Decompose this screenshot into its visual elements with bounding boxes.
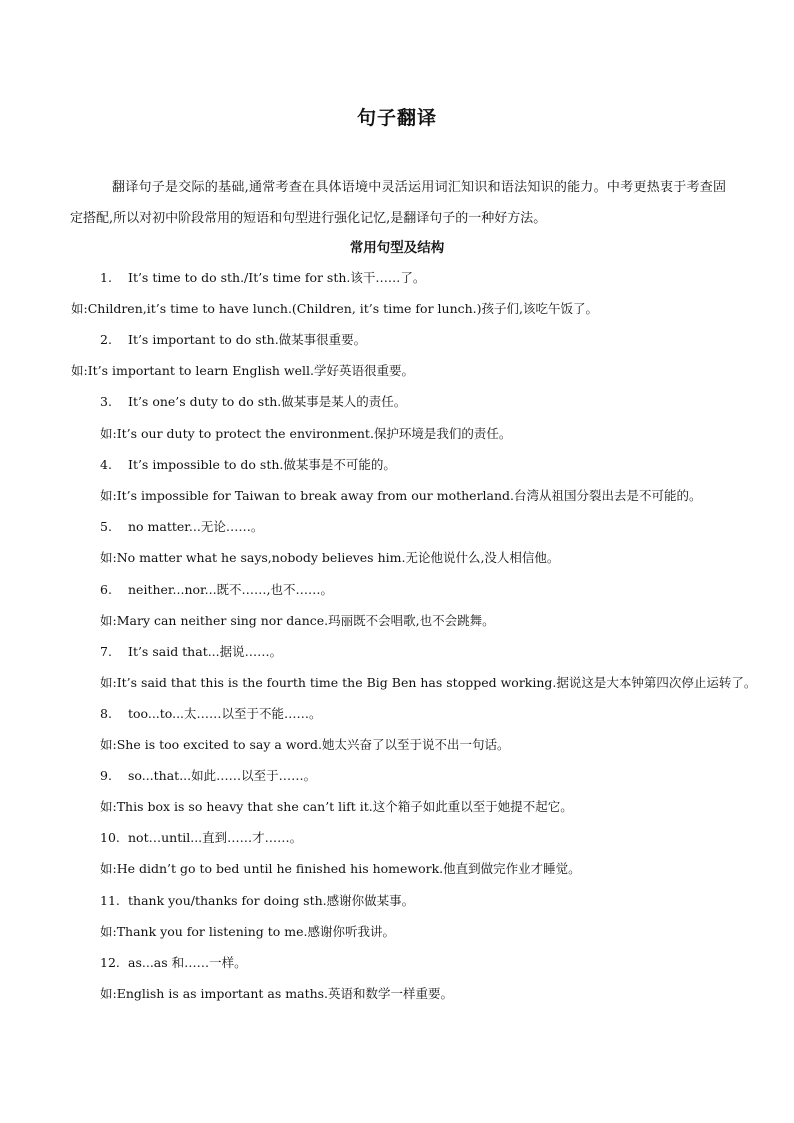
pattern-item-1 bbox=[100, 270, 425, 286]
item-pattern: It’s one’s duty to do sth.做某事是某人的责任。 bbox=[128, 394, 407, 409]
item-number: 1. bbox=[100, 270, 112, 285]
pattern-item-9 bbox=[100, 768, 316, 784]
example-4: 如:It’s impossible for Taiwan to break away from our motherland.台湾从祖国分裂出去是不可能的。 bbox=[100, 488, 702, 503]
item-number: 12. bbox=[100, 955, 120, 970]
item-number: 5. bbox=[100, 519, 112, 534]
example-1: 如:Children,it’s time to have lunch.(Children, it’s time for lunch.)孩子们,该吃午饭了。 bbox=[71, 301, 598, 316]
example-7: 如:It’s said that this is the fourth time the Big Ben has stopped working.据说这是大本钟第四次停止运转了。 bbox=[100, 675, 757, 690]
item-pattern: too...to...太……以至于不能……。 bbox=[128, 706, 322, 721]
item-number: 10. bbox=[100, 830, 120, 845]
example-5: 如:No matter what he says,nobody believes him.无论他说什么,没人相信他。 bbox=[100, 550, 560, 565]
pattern-item-8 bbox=[100, 706, 322, 722]
pattern-item-7 bbox=[100, 644, 282, 660]
example-8: 如:She is too excited to say a word.她太兴奋了以至于说不出一句话。 bbox=[100, 737, 510, 752]
item-pattern: It’s impossible to do sth.做某事是不可能的。 bbox=[128, 457, 396, 472]
item-number: 6. bbox=[100, 582, 112, 597]
pattern-item-3 bbox=[100, 394, 406, 410]
example-6: 如:Mary can neither sing nor dance.玛丽既不会唱歌,也不会跳舞。 bbox=[100, 613, 495, 628]
example-3: 如:It’s our duty to protect the environment.保护环境是我们的责任。 bbox=[100, 426, 512, 441]
item-pattern: thank you/thanks for doing sth.感谢你做某事。 bbox=[128, 893, 415, 908]
item-number: 11. bbox=[100, 893, 120, 908]
item-pattern: neither...nor...既不……,也不……。 bbox=[128, 582, 334, 597]
pattern-item-12 bbox=[100, 955, 247, 971]
example-10: 如:He didn’t go to bed until he finished his homework.他直到做完作业才睡觉。 bbox=[100, 861, 581, 876]
item-number: 2. bbox=[100, 332, 112, 347]
example-2: 如:It’s important to learn English well.学好英语很重要。 bbox=[71, 363, 414, 378]
example-12: 如:English is as important as maths.英语和数学一样重要。 bbox=[100, 986, 454, 1001]
item-pattern: no matter...无论……。 bbox=[128, 519, 264, 534]
item-pattern: It’s said that...据说……。 bbox=[128, 644, 283, 659]
item-pattern: not…until...直到……才……。 bbox=[128, 830, 303, 845]
item-pattern: It’s time to do sth./It’s time for sth.该干……了。 bbox=[128, 270, 426, 285]
intro-paragraph: 翻译句子是交际的基础,通常考查在具体语境中灵活运用词汇知识和语法知识的能力。中考更热衷于考查固定搭配,所以对初中阶段常用的短语和句型进行强化记忆,是翻译句子的一种好方法。 bbox=[70, 180, 726, 226]
item-number: 9. bbox=[100, 768, 112, 783]
pattern-item-11 bbox=[100, 893, 414, 909]
pattern-item-2 bbox=[100, 332, 366, 348]
pattern-item-4 bbox=[100, 457, 396, 473]
item-number: 8. bbox=[100, 706, 112, 721]
pattern-item-10 bbox=[100, 830, 302, 846]
page-title: 句子翻译 bbox=[356, 107, 437, 129]
item-pattern: It’s important to do sth.做某事很重要。 bbox=[128, 332, 367, 347]
example-11: 如:Thank you for listening to me.感谢你听我讲。 bbox=[100, 924, 396, 939]
pattern-item-5 bbox=[100, 519, 263, 535]
item-number: 7. bbox=[100, 644, 112, 659]
item-pattern: as...as 和……一样。 bbox=[128, 955, 247, 970]
example-9: 如:This box is so heavy that she can’t lift it.这个箱子如此重以至于她提不起它。 bbox=[100, 799, 573, 814]
item-number: 3. bbox=[100, 394, 112, 409]
item-number: 4. bbox=[100, 457, 112, 472]
pattern-item-6 bbox=[100, 582, 333, 598]
section-title: 常用句型及结构 bbox=[349, 240, 445, 256]
item-pattern: so...that...如此……以至于……。 bbox=[128, 768, 317, 783]
